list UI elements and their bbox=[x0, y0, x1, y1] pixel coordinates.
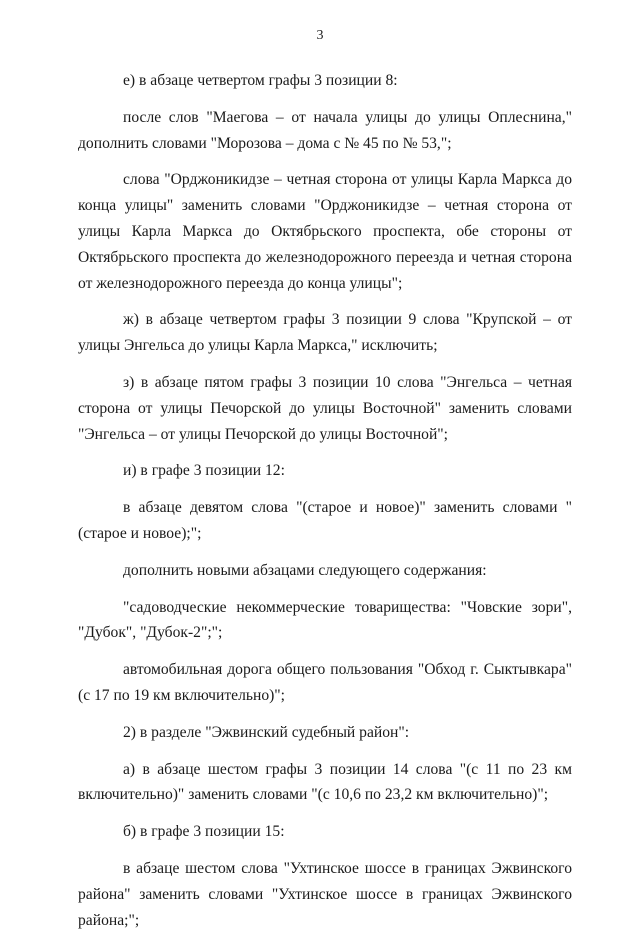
paragraph-bypass-road: автомобильная дорога общего пользования "Обход г. Сыктывкара" (с 17 по 19 км включительно)"; bbox=[78, 661, 572, 704]
paragraph-garden-partnerships: "садоводческие некоммерческие товарищества: "Човские зори", "Дубок", "Дубок-2";"; bbox=[78, 598, 572, 642]
page-number: 3 bbox=[316, 28, 324, 43]
paragraph-item-a: а) в абзаце шестом графы 3 позиции 14 слова "(с 11 по 23 км включительно)" заменить словами "(с 10,6 по 23,2 км включительно)"; bbox=[78, 760, 572, 804]
paragraph-after-words-maegova: после слов "Маегова – от начала улицы до улицы Оплеснина," дополнить словами "Морозова – дома с № 45 по № 53,"; bbox=[78, 108, 572, 152]
paragraph-paragraph-ninth: в абзаце девятом слова "(старое и новое)" заменить словами "(старое и новое);"; bbox=[78, 499, 572, 542]
paragraph-ukhta-highway: в абзаце шестом слова "Ухтинское шоссе в границах Эжвинского района" заменить словами "Ухтинское шоссе в границах Эжвинского района;"; bbox=[78, 859, 572, 929]
paragraph-item-i: и) в графе 3 позиции 12: bbox=[123, 462, 285, 480]
paragraph-section-ezhva: 2) в разделе "Эжвинский судебный район": bbox=[123, 723, 410, 741]
document-body bbox=[78, 68, 572, 933]
paragraph-item-z: з) в абзаце пятом графы 3 позиции 10 слова "Энгельса – четная сторона от улицы Печорской до улицы Восточной" заменить словами "Энгельса – от улицы Печорской до улицы Восточной"; bbox=[78, 373, 572, 443]
paragraph-item-e: е) в абзаце четвертом графы 3 позиции 8: bbox=[123, 72, 398, 89]
paragraph-item-b: б) в графе 3 позиции 15: bbox=[123, 823, 285, 841]
paragraph-item-zh: ж) в абзаце четвертом графы 3 позиции 9 слова "Крупской – от улицы Энгельса до улицы Карла Маркса," исключить; bbox=[78, 311, 572, 355]
paragraph-add-new: дополнить новыми абзацами следующего содержания: bbox=[123, 561, 487, 579]
paragraph-words-ordzhonikidze: слова "Орджоникидзе – четная сторона от улицы Карла Маркса до конца улицы" заменить словами "Орджоникидзе – четная сторона от улицы Карла Маркса до Октябрьского проспекта, обе стороны от Октябрьского проспекта до железнодорожного переезда и четная сторона от железнодорожного переезда до конца улицы"; bbox=[78, 171, 572, 292]
